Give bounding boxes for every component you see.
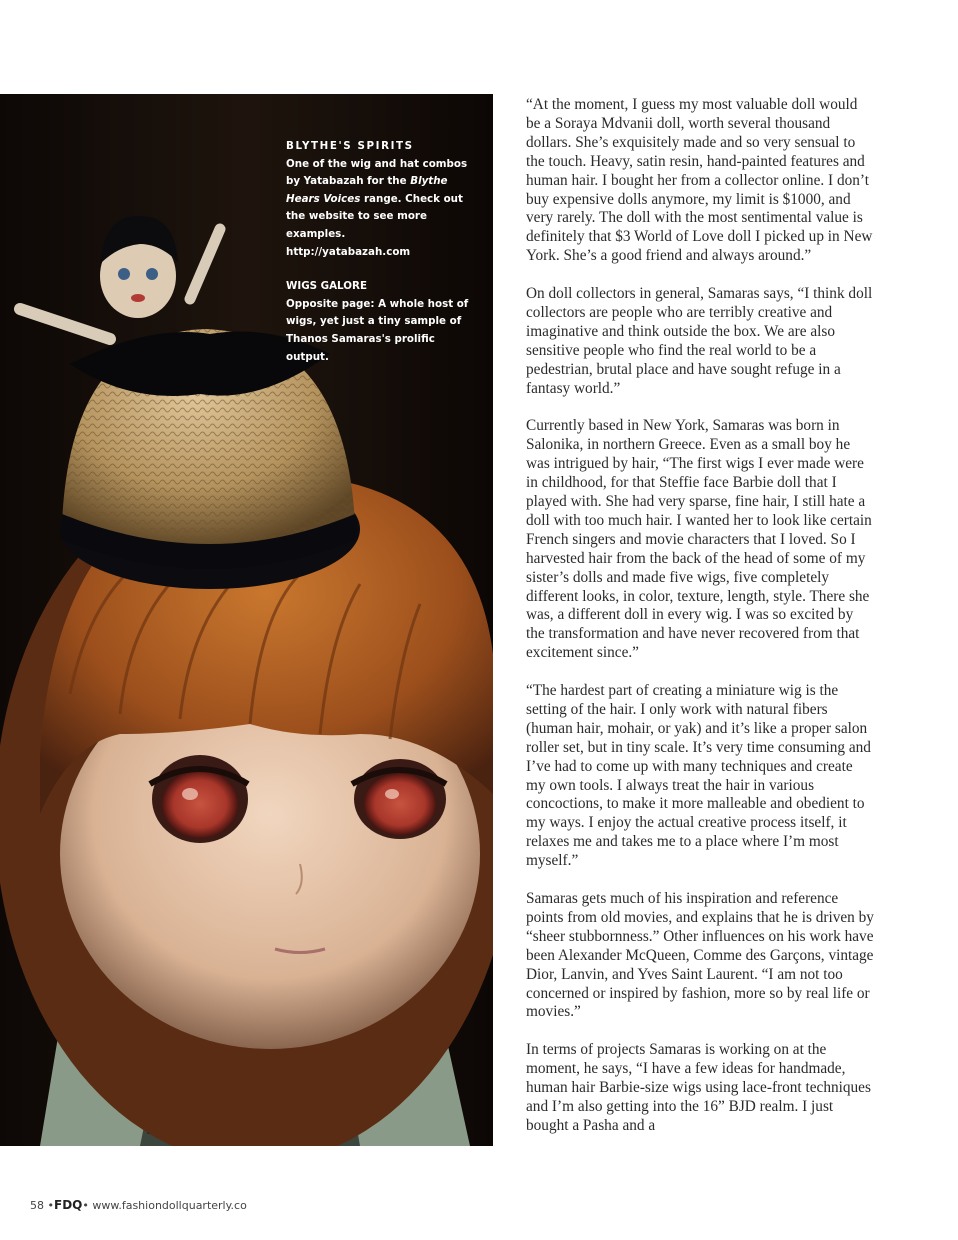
article-paragraph: Currently based in New York, Samaras was born in Salonika, in northern Greece. Even as a small boy he was intrigued by hair, “The first wigs I ever made were in childhood, for that Steffie face Barbie doll that I played with. She had very sparse, fine hair, I still hate a doll with too much hair. I wanted her to look like certain French singers and movie characters that I loved. So I harvested hair from the back of the head of some of my sister’s dolls and made five wigs, five completely different looks, in color, texture, length, style. There she was, a different doll in every wig. I was so excited by the transformation and have never recovered from that excitement since.” — [526, 417, 872, 662]
footer-bullet: • — [47, 1199, 54, 1212]
caption-text-part2: range. Check out the website to see more examples. — [286, 192, 463, 240]
caption-text-part1: One of the wig and hat combos by Yatabazah for the — [286, 157, 468, 188]
caption-text-blythes-spirits — [286, 156, 481, 244]
article-paragraph: Samaras gets much of his inspiration and reference points from old movies, and explains that he is driven by “sheer stubbornness.” Other influences on his work have been Alexander McQueen, Comme des Garçons, vintage Dior, Lanvin, and Yves Saint Laurent. “I am not too concerned or inspired by fashion, more so by real life or movies.” — [526, 890, 874, 1021]
caption-range-name: Blythe Hears Voices — [286, 175, 448, 205]
article-paragraph: On doll collectors in general, Samaras says, “I think doll collectors are people who are terribly creative and imaginative and think outside the box. We are also sensitive people who find the real world to be a pedestrian, brutal place and have sought refuge in a fantasy world.” — [526, 285, 873, 397]
page-footer — [30, 1198, 247, 1212]
article-paragraph: In terms of projects Samaras is working on at the moment, he says, “I have a few ideas for handmade, human hair Barbie-size wigs using lace-front techniques and I’m also getting into the 16” BJD realm. I just bought a Pasha and a — [526, 1041, 871, 1134]
caption-heading-blythes-spirits: BLYTHE'S SPIRITS — [286, 140, 414, 152]
magazine-brand: FDQ — [54, 1198, 83, 1212]
footer-bullet: • — [82, 1199, 89, 1212]
article-body — [526, 96, 874, 1155]
caption-heading-wigs-galore: WIGS GALORE — [286, 280, 367, 293]
article-paragraph: “The hardest part of creating a miniature wig is the setting of the hair. I only work with natural fibers (human hair, mohair, or yak) and it’s like a proper salon roller set, but in tiny scale. It’s very time consuming and I’ve had to come up with many techniques and create my own tools. I always treat the hair in various concoctions, to make it more malleable and obedient to my ways. I enjoy the actual creative process itself, it relaxes me and takes me to a place where I’m most myself.” — [526, 682, 871, 870]
photo-caption — [286, 138, 481, 366]
magazine-url[interactable]: www.fashiondollquarterly.co — [92, 1199, 247, 1212]
caption-url[interactable]: http://yatabazah.com — [286, 245, 411, 258]
article-paragraph: “At the moment, I guess my most valuable doll would be a Soraya Mdvanii doll, worth several thousand dollars. She’s exquisitely made and so very sensual to the touch. Heavy, satin resin, hand-painted features and human hair. I bought her from a collector online. I don’t buy expensive dolls anymore, my limit is $1000, and very rarely. The doll with the most sentimental value is definitely that $3 World of Love doll I picked up in New York. She’s a good friend and always around.” — [526, 96, 873, 265]
page-number: 58 — [30, 1199, 44, 1212]
caption-text-wigs-galore: Opposite page: A whole host of wigs, yet just a tiny sample of Thanos Samaras's prolific output. — [286, 297, 469, 363]
